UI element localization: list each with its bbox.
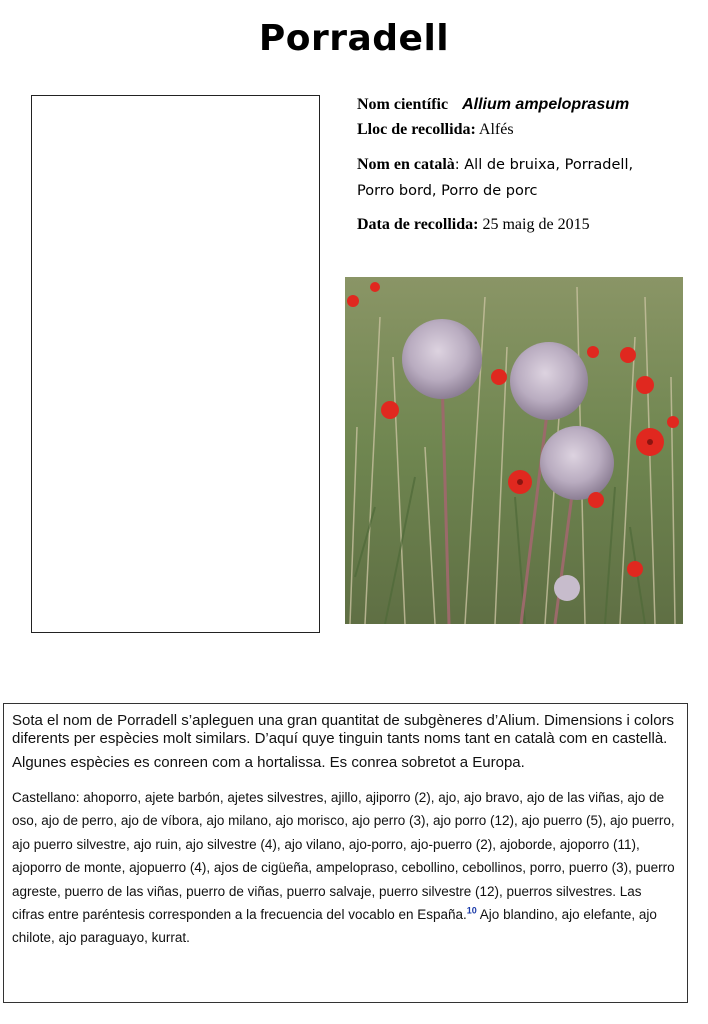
description-paragraph-1: Sota el nom de Porradell s’apleguen una gran quantitat de subgèneres d’Alium. Dimensions i colors diferents per espècies molt similars. D’aquí quye tinguin tants noms tant en català com en castellà. [12,712,675,747]
location-row [357,117,697,142]
scientific-name-value: Allium ampeloprasum [462,96,630,113]
specimen-info [357,92,697,237]
description-paragraph-2: Algunes espècies es conreen com a hortalissa. Es conrea sobretot a Europa. [12,754,525,771]
spanish-names-text: Castellano: ahoporro, ajete barbón, ajetes silvestres, ajillo, ajiporro (2), ajo, ajo bravo, ajo de las viñas, ajo de oso, ajo de perro, ajo de víbora, ajo milano, ajo morisco, ajo perro (3), ajo porro (12), ajo puerro (5), ajo puerro, ajo puerro silvestre, ajo ruin, ajo silvestre (4), ajo vilano, ajo-porro, ajo-puerro (2), ajoborde, ajoporro (11), ajoporro de monte, ajopuerro (4), ajos de cigüeña, ampelopraso, cebollino, cebollinos, porro, puerro (3), puerro agreste, puerro de las viñas, puerro de viñas, puerro salvaje, puerro silvestre (12), puerros silvestres. Las cifras entre paréntesis corresponden a la frecuencia del vocablo en España. [12,790,675,923]
scientific-name-label: Nom científic [357,96,449,113]
catalan-name-label: Nom en català [357,156,455,173]
plant-photo [345,277,683,624]
scientific-name-row [357,92,697,117]
plant-photo-drawing [345,277,683,624]
catalan-name-value-2: Porro bord, Porro de porc [357,183,538,199]
catalan-name-row-2 [357,178,697,204]
collection-date-value: 25 maig de 2015 [482,216,590,233]
spanish-names-end: Ajo blandino, ajo elefante, ajo chilote, ajo paraguayo, kurrat. [12,907,657,946]
catalan-name-value: : All de bruixa, Porradell, [454,157,634,173]
location-label: Lloc de recollida: [357,121,476,138]
page-title: Porradell [258,18,450,59]
spanish-names-paragraph [12,786,677,950]
catalan-name-row [357,152,697,178]
location-value: Alfés [478,121,514,138]
footnote-reference-link[interactable]: 10 [466,905,477,916]
description-box [3,703,688,1003]
collection-date-row [357,212,697,237]
collection-date-label: Data de recollida: [357,216,479,233]
empty-specimen-box [31,95,320,633]
